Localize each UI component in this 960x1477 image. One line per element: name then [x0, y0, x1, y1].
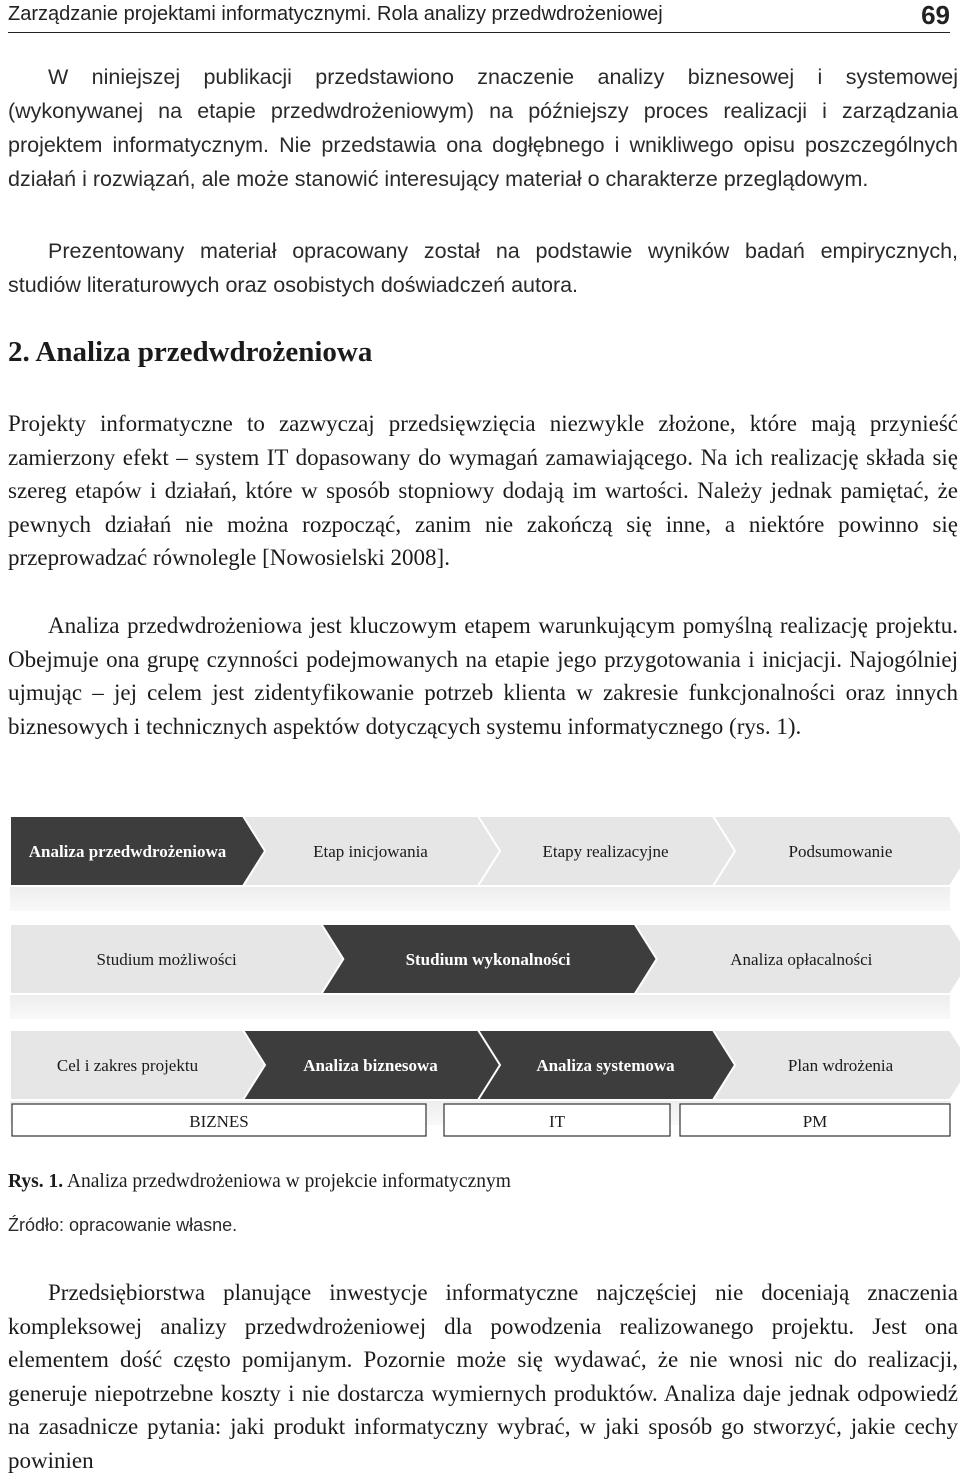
domain-box-label-1: BIZNES	[189, 1112, 249, 1131]
chevron-label-r1-3: Etapy realizacyjne	[542, 842, 669, 861]
domain-box-label-3: PM	[802, 1112, 828, 1131]
process-diagram	[0, 812, 960, 1142]
chevron-label-r3-3: Analiza systemowa	[536, 1056, 675, 1075]
chevron-label-r1-1: Analiza przedwdrożeniowa	[28, 842, 227, 861]
diagram-row-3	[10, 1030, 960, 1100]
diagram-domain-boxes	[12, 1104, 950, 1136]
intro-paragraph-2: Prezentowany materiał opracowany został na podstawie wyników badań empirycznych, studiów literaturowych oraz osobistych doświadczeń autora.	[8, 239, 958, 297]
chevron-label-r3-2: Analiza biznesowa	[303, 1056, 438, 1075]
section-paragraph-2: Analiza przedwdrożeniowa jest kluczowym etapem warunkującym pomyślną realizację projektu. Obejmuje ona grupę czynności podejmowanych na etapie jego przygotowania i inicjacji. Najogólniej ujmując – jej celem jest zidentyfikowanie potrzeb klienta w zakresie funkcjonalności oraz innych biznesowych i technicznych aspektów dotyczących systemu informatycznego (rys. 1).	[8, 613, 958, 739]
intro-paragraph-1: W niniejszej publikacji przedstawiono znaczenie analizy biznesowej i systemowej (wykonywanej na etapie przedwdrożeniowym) na późniejszy proces realizacji i zarządzania projektem informatycznym. Nie przedstawia ona dogłębnego i wnikliwego opisu poszczególnych działań i rozwiązań, ale może stanowić interesujący materiał o charakterze przeglądowym.	[8, 65, 958, 191]
chevron-label-r3-4: Plan wdrożenia	[787, 1056, 894, 1075]
diagram-row-1	[10, 816, 960, 886]
chevron-label-r1-4: Podsumowanie	[788, 842, 893, 861]
figure-caption-text: Analiza przedwdrożeniowa w projekcie informatycznym	[63, 1171, 511, 1192]
closing-paragraph: Przedsiębiorstwa planujące inwestycje informatyczne najczęściej nie doceniają znaczenia kompleksowej analizy przedwdrożeniowej dla powodzenia realizowanego projektu. Jest ona elementem dość często pomijanym. Pozornie może się wydawać, że nie wnosi nic do realizacji, generuje niepotrzebne koszty i nie dostarcza wymiernych produktów. Analiza daje jednak odpowiedź na zasadnicze pytania: jaki produkt informatyczny wybrać, w jaki sposób go stworzyć, jakie cechy powinien	[8, 1280, 958, 1473]
page-number: 69	[921, 0, 950, 30]
running-head-title: Zarządzanie projektami informatycznymi. Rola analizy przedwdrożeniowej	[8, 3, 663, 25]
chevron-label-r3-1: Cel i zakres projektu	[56, 1056, 199, 1075]
figure-source: Źródło: opracowanie własne.	[8, 1215, 238, 1235]
figure-caption-label: Rys. 1.	[8, 1171, 64, 1192]
section-heading: 2. Analiza przedwdrożeniowa	[8, 336, 373, 368]
chevron-label-r2-3: Analiza opłacalności	[730, 950, 873, 969]
figure-caption	[8, 1171, 511, 1193]
domain-box-label-2: IT	[548, 1112, 566, 1131]
diagram-row-2	[10, 924, 960, 994]
running-head	[8, 0, 950, 33]
chevron-label-r2-2: Studium wykonalności	[405, 950, 571, 969]
chevron-label-r1-2: Etap inicjowania	[313, 842, 428, 861]
section-paragraph-1: Projekty informatyczne to zazwyczaj przedsięwzięcia niezwykle złożone, które mają przynieść zamierzony efekt – system IT dopasowany do wymagań zamawiającego. Na ich realizację składa się szereg etapów i działań, które w sposób stopniowy dodają im wartości. Należy jednak pamiętać, że pewnych działań nie można rozpocząć, zanim nie zakończą się inne, a niektóre powinno się przeprowadzać równolegle [Nowosielski 2008].	[8, 411, 958, 570]
chevron-label-r2-1: Studium możliwości	[96, 950, 237, 969]
